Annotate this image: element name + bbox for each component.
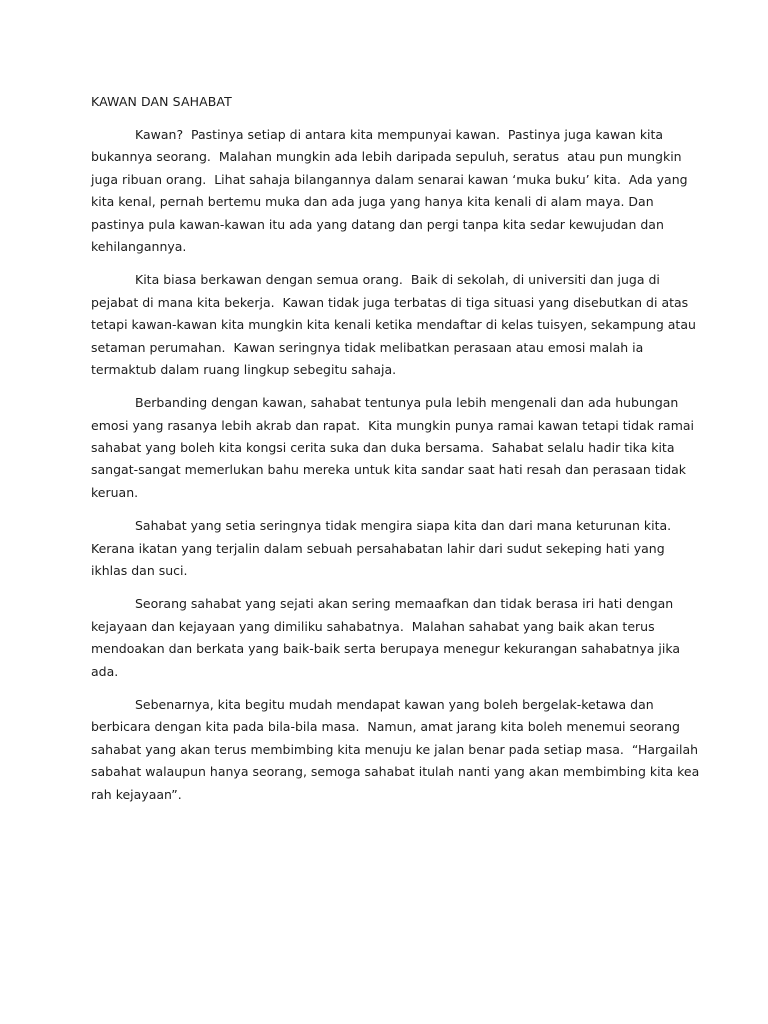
paragraph-line: kehilangannya.: [91, 238, 187, 254]
paragraph-line: keruan.: [91, 484, 139, 500]
paragraph-line: Kerana ikatan yang terjalin dalam sebuah persahabatan lahir dari sudut sekeping hati yang: [91, 540, 665, 556]
paragraph-line: sangat-sangat memerlukan bahu mereka untuk kita sandar saat hati resah dan perasaan tidak: [91, 462, 687, 478]
paragraph-line: kejayaan dan kejayaan yang dimiliku sahabatnya. Malahan sahabat yang baik akan terus: [91, 618, 655, 634]
paragraph: [91, 593, 708, 683]
paragraph: [91, 124, 708, 258]
paragraph-line: berbicara dengan kita pada bila-bila masa. Namun, amat jarang kita boleh menemui seorang: [91, 719, 680, 735]
paragraph-line: bukannya seorang. Malahan mungkin ada lebih daripada sepuluh, seratus atau pun mungkin: [91, 149, 682, 165]
paragraph-line: Berbanding dengan kawan, sahabat tentunya pula lebih mengenali dan ada hubungan: [135, 395, 679, 411]
paragraph-line: Sebenarnya, kita begitu mudah mendapat kawan yang boleh bergelak-ketawa dan: [135, 696, 654, 712]
paragraph-line: termaktub dalam ruang lingkup sebegitu sahaja.: [91, 361, 397, 377]
paragraph-line: Kawan? Pastinya setiap di antara kita mempunyai kawan. Pastinya juga kawan kita: [135, 127, 664, 142]
paragraph-line: ikhlas dan suci.: [91, 563, 188, 579]
paragraph-line: tetapi kawan-kawan kita mungkin kita kenali ketika mendaftar di kelas tuisyen, sekampung atau: [91, 317, 696, 333]
paragraph-line: sahabat yang akan terus membimbing kita menuju ke jalan benar pada setiap masa. “Hargailah: [91, 741, 699, 757]
paragraph: [91, 694, 708, 806]
paragraph-line: mendoakan dan berkata yang baik-baik serta berupaya menegur kekurangan sahabatnya jika: [91, 641, 680, 657]
paragraph-line: setaman perumahan. Kawan seringnya tidak melibatkan perasaan atau emosi malah ia: [91, 339, 644, 355]
paragraph-line: Sahabat yang setia seringnya tidak mengira siapa kita dan dari mana keturunan kita.: [135, 518, 672, 534]
paragraph-line: sahabat yang boleh kita kongsi cerita suka dan duka bersama. Sahabat selalu hadir tika kita: [91, 440, 675, 456]
paragraph-line: Kita biasa berkawan dengan semua orang. Baik di sekolah, di universiti dan juga di: [135, 272, 660, 288]
paragraph-line: sabahat walaupun hanya seorang, semoga sahabat itulah nanti yang akan membimbing kita kea: [91, 764, 700, 780]
paragraph-line: pejabat di mana kita bekerja. Kawan tidak juga terbatas di tiga situasi yang disebutkan di atas: [91, 294, 689, 310]
paragraph-line: juga ribuan orang. Lihat sahaja bilangannya dalam senarai kawan ‘muka buku’ kita. Ada yang: [91, 171, 688, 187]
paragraph: [91, 392, 708, 504]
paragraph: [91, 269, 708, 381]
paragraph-line: emosi yang rasanya lebih akrab dan rapat. Kita mungkin punya ramai kawan tetapi tidak ramai: [91, 417, 695, 433]
paragraph-line: Seorang sahabat yang sejati akan sering memaafkan dan tidak berasa iri hati dengan: [135, 596, 674, 612]
paragraph: [91, 515, 708, 582]
paragraph-line: pastinya pula kawan-kawan itu ada yang datang dan pergi tanpa kita sedar kewujudan dan: [91, 216, 664, 232]
paragraph-line: kita kenal, pernah bertemu muka dan ada juga yang hanya kita kenali di alam maya. Dan: [91, 194, 654, 210]
paragraph-line: rah kejayaan”.: [91, 786, 182, 802]
document-title: KAWAN DAN SAHABAT: [91, 94, 232, 109]
paragraph-line: ada.: [91, 663, 119, 679]
